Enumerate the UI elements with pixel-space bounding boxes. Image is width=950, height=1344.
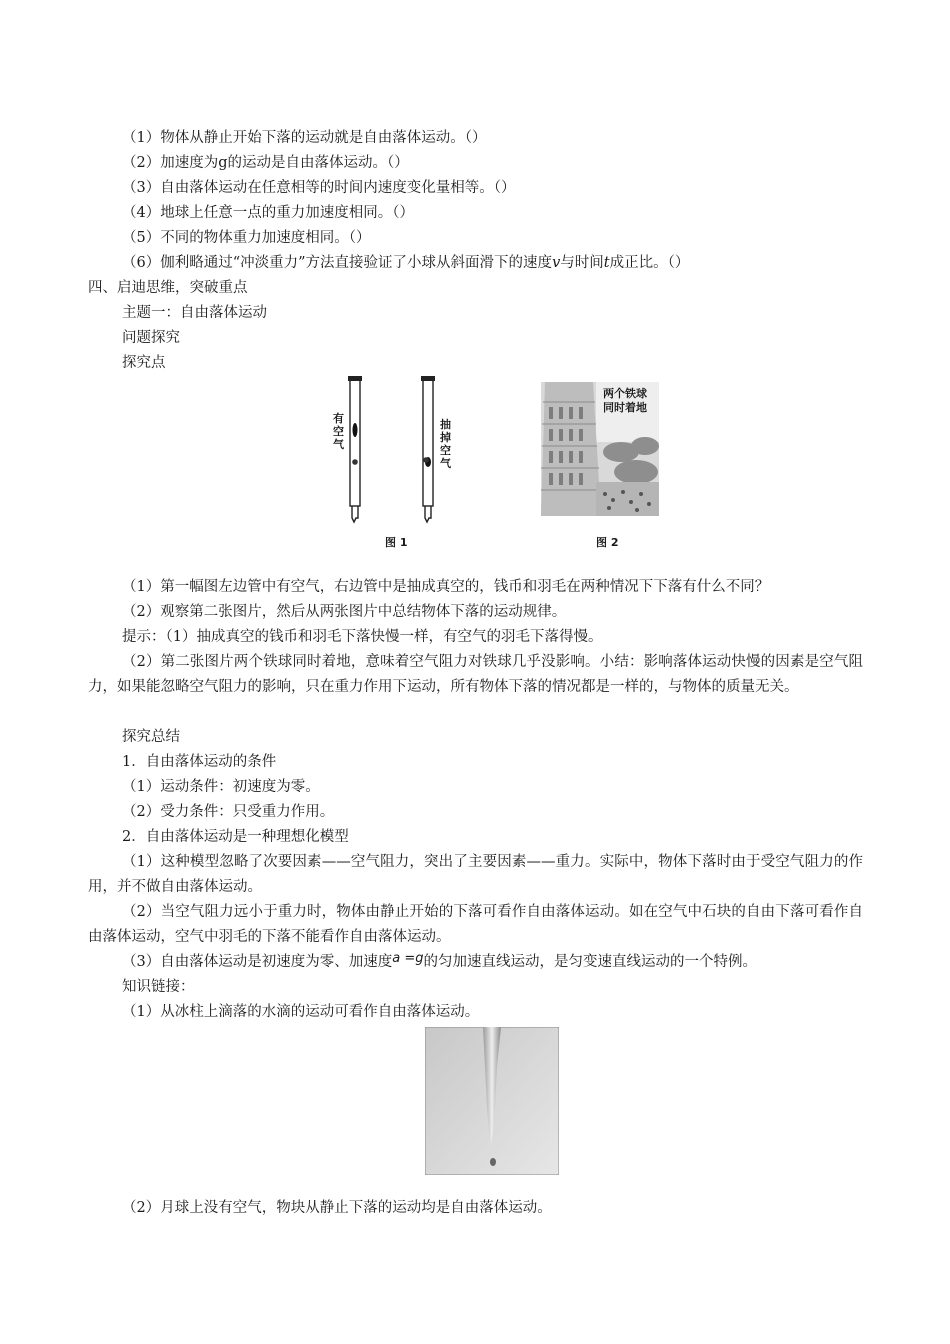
summary-item-1b: （2）受力条件：只受重力作用。 (122, 804, 335, 820)
section-heading: 四、启迪思维，突破重点 (88, 280, 248, 296)
tube-1-label: 有空气 (333, 412, 344, 451)
knowledge-link-1: （1）从冰柱上滴落的水滴的运动可看作自由落体运动。 (122, 1004, 480, 1020)
summary-heading: 探究总结 (122, 729, 180, 745)
tube-vacuum (421, 376, 435, 522)
time-symbol: t (603, 255, 610, 271)
summary-item-2b: （2）当空气阻力远小于重力时，物体由静止开始的下落可看作自由落体运动。如在空气中石块的自由下落可看作自由落体运动，空气中羽毛的下落不能看作自由落体运动。 (88, 904, 863, 945)
point-heading: 探究点 (122, 355, 166, 371)
judgement-item-5: （5）不同的物体重力加速度相同。（） (122, 230, 371, 246)
summary-item-2a: （1）这种模型忽略了次要因素——空气阻力，突出了主要因素——重力。实际中，物体下落时由于受空气阻力的作用，并不做自由落体运动。 (88, 854, 863, 895)
tube-with-air (348, 376, 362, 522)
hint-1: 提示：（1）抽成真空的钱币和羽毛下落快慢一样，有空气的羽毛下落得慢。 (122, 629, 603, 645)
water-drop-icon (490, 1158, 496, 1166)
judgement-item-3: （3）自由落体运动在任意相等的时间内速度变化量相等。（） (122, 180, 516, 196)
photo-label-line-2: 同时着地 (603, 401, 647, 414)
judgement-item-4: （4）地球上任意一点的重力加速度相同。（） (122, 205, 414, 221)
question-1: （1）第一幅图左边管中有空气，右边管中是抽成真空的，钱币和羽毛在两种情况下下落有什么不同？ (122, 579, 770, 595)
topic-heading: 主题一：自由落体运动 (122, 305, 267, 321)
question-2: （2）观察第二张图片，然后从两张图片中总结物体下落的运动规律。 (122, 604, 567, 620)
tower-icon (541, 382, 601, 516)
figure-1-tubes (320, 372, 460, 537)
problem-heading: 问题探究 (122, 330, 180, 346)
judgement-item-1: （1）物体从静止开始下落的运动就是自由落体运动。（） (122, 130, 487, 146)
coin-icon (423, 457, 429, 463)
summary-item-1a: （1）运动条件：初速度为零。 (122, 779, 320, 795)
figure-1-caption: 图 1 (385, 536, 408, 549)
summary-item-3: （3）自由落体运动是初速度为零、加速度a =g的匀加速直线运动，是匀变速直线运动的一个特例。 (122, 951, 757, 970)
tube-2-label: 抽掉空气 (440, 418, 451, 470)
formula-a-equals-g: a =g (392, 951, 424, 966)
icicle-photo (425, 1027, 559, 1175)
hint-2: （2）第二张图片两个铁球同时着地，意味着空气阻力对铁球几乎没影响。小结：影响落体运动快慢的因素是空气阻力，如果能忽略空气阻力的影响，只在重力作用下运动，所有物体下落的情况都是一样的，与物体的质量无关。 (88, 654, 863, 695)
judgement-item-2: （2）加速度为g的运动是自由落体运动。（） (122, 155, 409, 171)
coin-icon (352, 459, 358, 465)
velocity-symbol: v (552, 255, 561, 271)
feather-icon (353, 423, 358, 437)
summary-item-1: 1．自由落体运动的条件 (122, 754, 277, 770)
figure-2-caption: 图 2 (596, 536, 619, 549)
photo-label-line-1: 两个铁球 (603, 387, 647, 400)
knowledge-link-heading: 知识链接： (122, 979, 195, 995)
knowledge-link-2: （2）月球上没有空气，物块从静止下落的运动均是自由落体运动。 (122, 1200, 552, 1216)
judgement-item-6: （6）伽利略通过“冲淡重力”方法直接验证了小球从斜面滑下的速度v与时间t成正比。（） (122, 255, 690, 271)
summary-item-2: 2．自由落体运动是一种理想化模型 (122, 829, 349, 845)
